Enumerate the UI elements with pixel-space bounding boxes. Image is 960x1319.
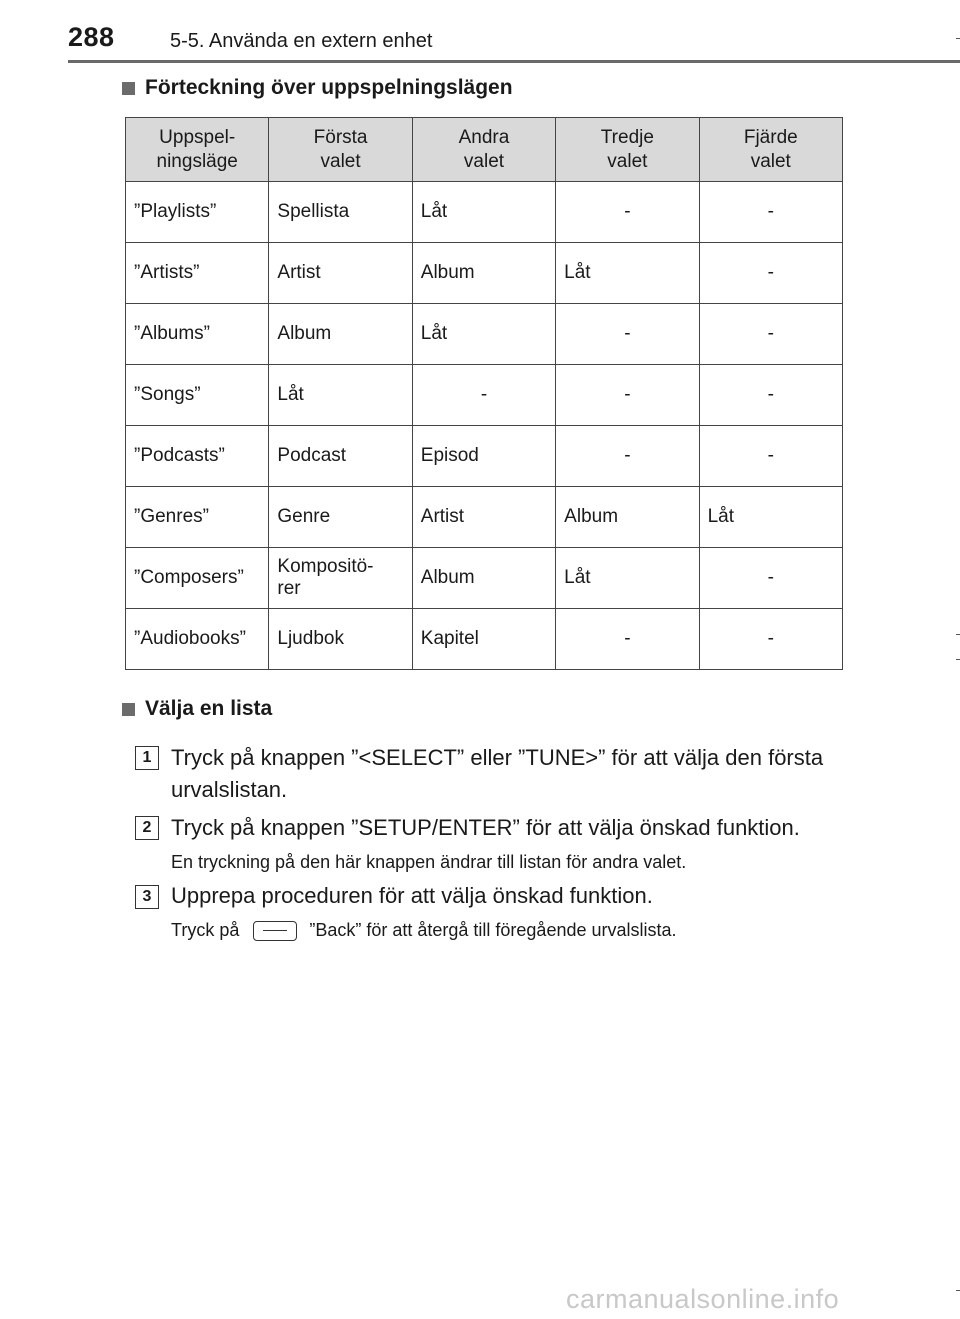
step-note: En tryckning på den här knappen ändrar till listan för andra valet.	[171, 852, 687, 872]
watermark: carmanualsonline.info	[566, 1284, 840, 1314]
table-cell: Episod	[412, 426, 555, 487]
back-button-icon	[253, 921, 297, 941]
crop-mark	[956, 38, 960, 39]
crop-mark	[956, 659, 960, 660]
step-text: Tryck på knappen ”SETUP/ENTER” för att välja önskad funktion.	[171, 815, 800, 840]
table-row	[126, 243, 843, 304]
table-cell: Album	[556, 487, 699, 548]
square-bullet-icon	[122, 703, 135, 716]
crop-mark	[956, 634, 960, 635]
section-heading-modes	[122, 76, 513, 100]
table-cell: Låt	[412, 182, 555, 243]
table-cell: ”Songs”	[126, 365, 269, 426]
table-cell: Låt	[556, 548, 699, 609]
table-header-row	[126, 118, 843, 182]
table-cell: ”Artists”	[126, 243, 269, 304]
table-cell: Låt	[699, 487, 842, 548]
step-text: Upprepa proceduren för att välja önskad funktion.	[171, 883, 653, 908]
table-cell: -	[556, 304, 699, 365]
column-header: Uppspel- ningsläge	[126, 118, 269, 182]
table-cell: Spellista	[269, 182, 412, 243]
table-cell: Ljudbok	[269, 609, 412, 670]
table-row	[126, 548, 843, 609]
table-cell: ”Audiobooks”	[126, 609, 269, 670]
table-cell: ”Playlists”	[126, 182, 269, 243]
table-cell: -	[412, 365, 555, 426]
table-cell: Kapitel	[412, 609, 555, 670]
table-cell: Artist	[269, 243, 412, 304]
table-cell: -	[556, 609, 699, 670]
table-row	[126, 182, 843, 243]
section-heading-text: Förteckning över uppspelningslägen	[145, 76, 513, 99]
table-cell: Kompositö- rer	[269, 548, 412, 609]
table-row	[126, 304, 843, 365]
note-text-before: Tryck på	[171, 920, 240, 940]
section-heading-text: Välja en lista	[145, 697, 273, 720]
table-row	[126, 426, 843, 487]
table-cell: -	[699, 426, 842, 487]
table-cell: -	[699, 304, 842, 365]
column-header: Fjärde valet	[699, 118, 842, 182]
column-header: Tredje valet	[556, 118, 699, 182]
table-cell: -	[699, 548, 842, 609]
table-cell: Podcast	[269, 426, 412, 487]
table-cell: ”Albums”	[126, 304, 269, 365]
table-cell: ”Genres”	[126, 487, 269, 548]
table-cell: -	[699, 609, 842, 670]
table-cell: Album	[412, 548, 555, 609]
section-heading-select-list	[122, 697, 272, 721]
table-cell: Låt	[269, 365, 412, 426]
table-row	[126, 609, 843, 670]
step-number-badge: 3	[135, 885, 159, 909]
table-cell: Album	[412, 243, 555, 304]
table-cell: -	[699, 243, 842, 304]
chapter-title: 5-5. Använda en extern enhet	[170, 30, 433, 52]
step-text: Tryck på knappen ”<SELECT” eller ”TUNE>” för att välja den första urvalslistan.	[171, 745, 824, 802]
table-row	[126, 365, 843, 426]
header-rule	[68, 60, 960, 63]
step-note	[171, 920, 677, 941]
playback-mode-table	[125, 117, 843, 670]
step-number-badge: 1	[135, 746, 159, 770]
note-text-after: ”Back” för att återgå till föregående urvalslista.	[309, 920, 677, 940]
column-header: Första valet	[269, 118, 412, 182]
page-number: 288	[68, 22, 115, 52]
table-cell: -	[556, 182, 699, 243]
square-bullet-icon	[122, 82, 135, 95]
table-cell: ”Composers”	[126, 548, 269, 609]
table-cell: -	[556, 365, 699, 426]
table-row	[126, 487, 843, 548]
table-cell: Artist	[412, 487, 555, 548]
table-cell: -	[699, 365, 842, 426]
crop-mark	[956, 1290, 960, 1291]
step-number-badge: 2	[135, 816, 159, 840]
table-cell: -	[556, 426, 699, 487]
table-cell: ”Podcasts”	[126, 426, 269, 487]
table-cell: Låt	[412, 304, 555, 365]
table-cell: Låt	[556, 243, 699, 304]
table-cell: Album	[269, 304, 412, 365]
table-cell: -	[699, 182, 842, 243]
table-cell: Genre	[269, 487, 412, 548]
column-header: Andra valet	[412, 118, 555, 182]
